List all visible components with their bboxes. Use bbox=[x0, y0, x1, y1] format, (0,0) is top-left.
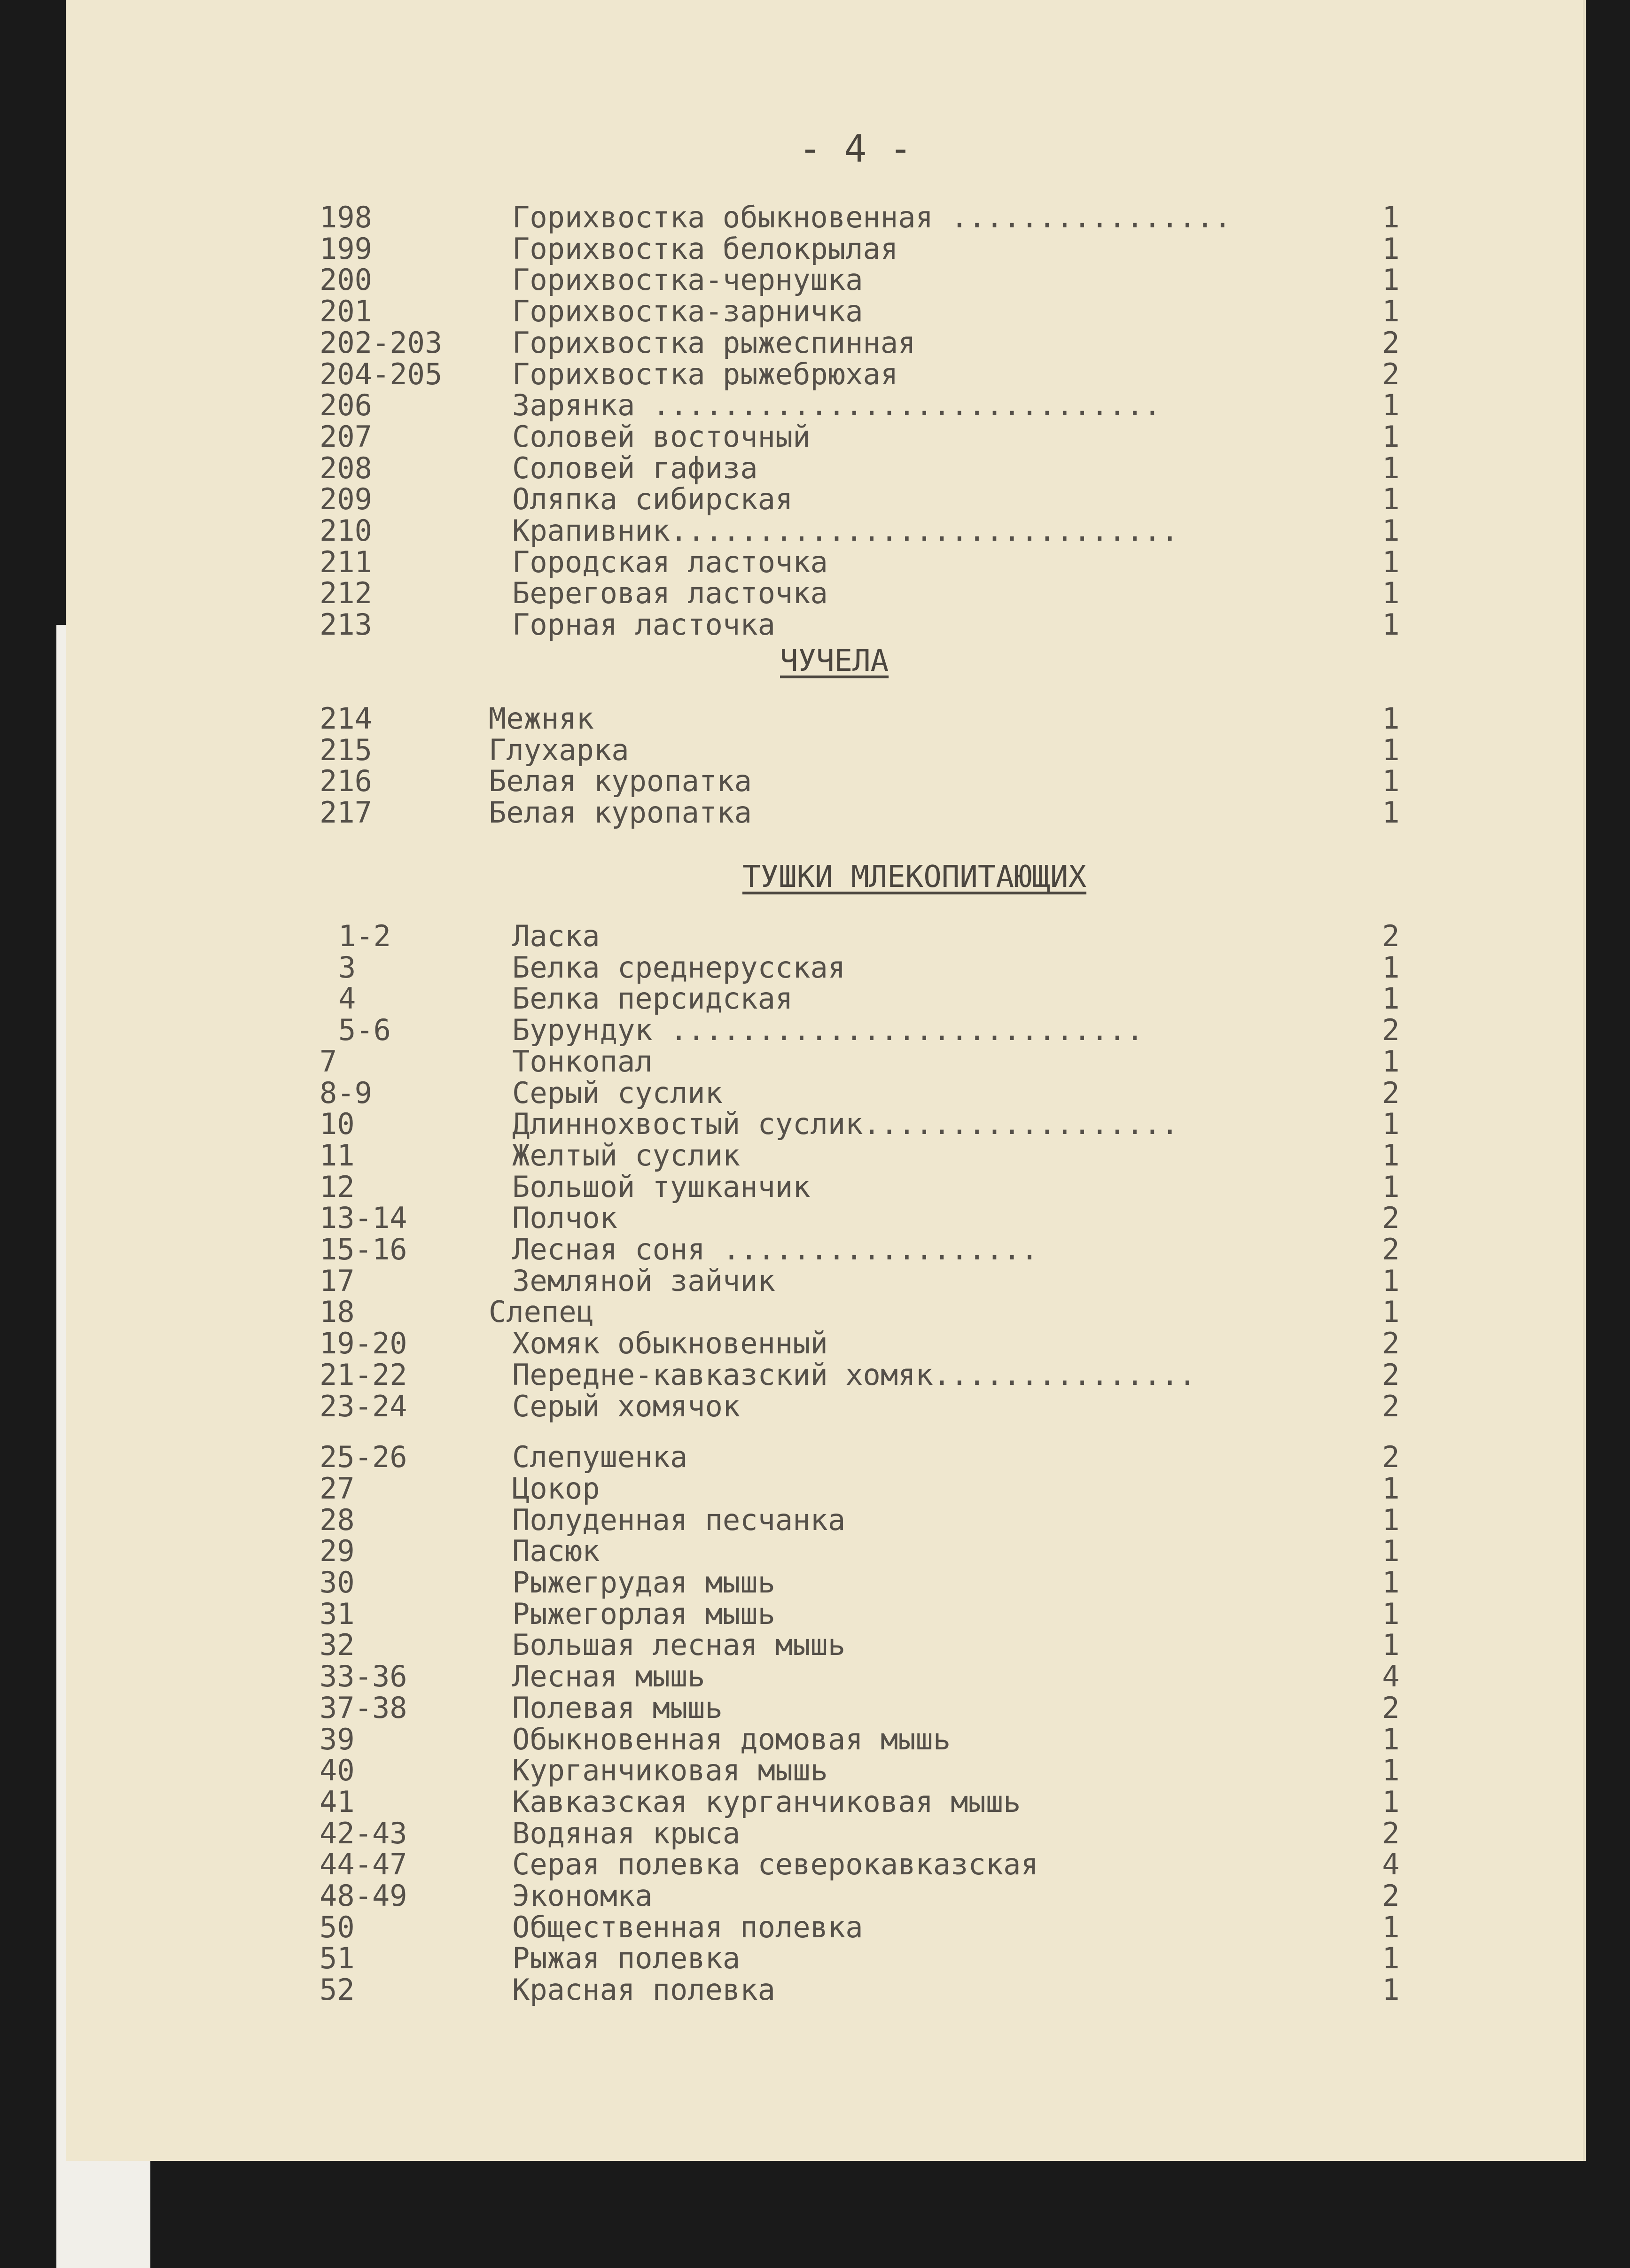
species-name: Цокор bbox=[512, 1471, 600, 1506]
item-number: 11 bbox=[320, 1138, 355, 1173]
species-name: Хомяк обыкновенный bbox=[512, 1326, 828, 1361]
list-item bbox=[66, 1109, 1583, 1140]
item-number: 216 bbox=[320, 764, 372, 799]
species-name: Полевая мышь bbox=[512, 1690, 723, 1725]
species-name: Слепец bbox=[489, 1295, 594, 1329]
list-item bbox=[66, 1046, 1583, 1077]
item-count: 2 bbox=[1382, 1816, 1400, 1850]
item-number: 15-16 bbox=[320, 1232, 407, 1266]
species-name: Водяная крыса bbox=[512, 1816, 741, 1850]
species-name: Оляпка сибирская bbox=[512, 482, 793, 517]
item-count: 1 bbox=[1382, 1565, 1400, 1600]
item-count: 1 bbox=[1382, 1534, 1400, 1569]
item-count: 1 bbox=[1382, 1784, 1400, 1819]
species-name: Лесная мышь bbox=[512, 1659, 705, 1694]
item-number: 207 bbox=[320, 419, 372, 454]
item-count: 1 bbox=[1382, 231, 1400, 266]
item-count: 1 bbox=[1382, 701, 1400, 736]
item-count: 1 bbox=[1382, 1295, 1400, 1329]
item-number: 29 bbox=[320, 1534, 355, 1569]
list-item bbox=[66, 1169, 1583, 1204]
item-count: 1 bbox=[1382, 294, 1400, 329]
item-number: 202-203 bbox=[320, 325, 443, 360]
item-number: 41 bbox=[320, 1784, 355, 1819]
item-number: 211 bbox=[320, 544, 372, 579]
item-count: 1 bbox=[1382, 1138, 1400, 1173]
item-number: 199 bbox=[320, 231, 372, 266]
item-number: 213 bbox=[320, 607, 372, 642]
item-number: 25-26 bbox=[320, 1440, 407, 1475]
list-item bbox=[66, 952, 1583, 983]
section-heading: ЧУЧЕЛА bbox=[780, 644, 889, 678]
item-count: 1 bbox=[1382, 981, 1400, 1016]
item-count: 1 bbox=[1382, 513, 1400, 548]
item-count: 1 bbox=[1382, 1941, 1400, 1976]
list-item bbox=[66, 1502, 1583, 1537]
item-number: 42-43 bbox=[320, 1816, 407, 1850]
item-number: 40 bbox=[320, 1753, 355, 1788]
species-name: Рыжегрудая мышь bbox=[512, 1565, 775, 1600]
species-name: Желтый суслик bbox=[512, 1138, 741, 1173]
species-name: Зарянка ............................. bbox=[512, 388, 1162, 423]
list-item bbox=[66, 1536, 1583, 1567]
item-count: 2 bbox=[1382, 919, 1400, 953]
list-item bbox=[66, 766, 1583, 797]
list-item bbox=[66, 359, 1583, 390]
item-count: 1 bbox=[1382, 1628, 1400, 1662]
list-item bbox=[66, 1140, 1583, 1171]
item-number: 23-24 bbox=[320, 1389, 407, 1423]
species-name: Полуденная песчанка bbox=[512, 1502, 846, 1537]
species-name: Пасюк bbox=[512, 1534, 600, 1569]
item-number: 51 bbox=[320, 1941, 355, 1976]
item-count: 1 bbox=[1382, 544, 1400, 579]
item-number: 44-47 bbox=[320, 1847, 407, 1882]
item-count: 1 bbox=[1382, 1753, 1400, 1788]
item-number: 13-14 bbox=[320, 1201, 407, 1235]
item-number: 37-38 bbox=[320, 1690, 407, 1725]
list-item bbox=[66, 390, 1583, 421]
list-item bbox=[66, 1297, 1583, 1328]
species-name: Экономка bbox=[512, 1879, 653, 1913]
species-name: Земляной зайчик bbox=[512, 1263, 775, 1298]
list-item bbox=[66, 450, 1583, 485]
item-count: 2 bbox=[1382, 1357, 1400, 1392]
species-name: Горихвостка-чернушка bbox=[512, 263, 863, 297]
item-number: 33-36 bbox=[320, 1659, 407, 1694]
species-name: Лесная соня .................. bbox=[512, 1232, 1038, 1266]
item-count: 1 bbox=[1382, 1722, 1400, 1756]
item-number: 30 bbox=[320, 1565, 355, 1600]
species-name: Тонкопал bbox=[512, 1044, 653, 1079]
item-count: 1 bbox=[1382, 1107, 1400, 1142]
item-count: 1 bbox=[1382, 263, 1400, 297]
list-item bbox=[66, 1786, 1583, 1818]
list-item bbox=[66, 1880, 1583, 1911]
item-number: 21-22 bbox=[320, 1357, 407, 1392]
item-number: 200 bbox=[320, 263, 372, 297]
species-name: Обыкновенная домовая мышь bbox=[512, 1722, 951, 1756]
list-item bbox=[66, 921, 1583, 952]
page-number: - 4 - bbox=[799, 127, 912, 171]
item-count: 1 bbox=[1382, 795, 1400, 830]
species-name: Рыжая полевка bbox=[512, 1941, 741, 1976]
item-count: 4 bbox=[1382, 1659, 1400, 1694]
list-item bbox=[66, 327, 1583, 358]
item-count: 2 bbox=[1382, 325, 1400, 360]
item-number: 206 bbox=[320, 388, 372, 423]
species-name: Большая лесная мышь bbox=[512, 1628, 846, 1662]
list-item bbox=[66, 1234, 1583, 1265]
species-name: Горихвостка рыжеспинная bbox=[512, 325, 916, 360]
item-number: 28 bbox=[320, 1502, 355, 1537]
item-count: 1 bbox=[1382, 1044, 1400, 1079]
list-item bbox=[66, 1849, 1583, 1880]
list-item bbox=[66, 544, 1583, 579]
item-number: 39 bbox=[320, 1722, 355, 1756]
species-name: Кавказская курганчиковая мышь bbox=[512, 1784, 1021, 1819]
list-item bbox=[66, 1690, 1583, 1725]
item-number: 4 bbox=[338, 981, 356, 1016]
species-name: Ласка bbox=[512, 919, 600, 953]
species-name: Рыжегорлая мышь bbox=[512, 1596, 775, 1631]
item-number: 50 bbox=[320, 1910, 355, 1944]
item-count: 2 bbox=[1382, 1440, 1400, 1475]
species-name: Горихвостка рыжебрюхая bbox=[512, 357, 898, 391]
list-item bbox=[66, 1203, 1583, 1234]
list-item bbox=[66, 1442, 1583, 1473]
item-number: 18 bbox=[320, 1295, 355, 1329]
list-item bbox=[66, 983, 1583, 1014]
item-count: 2 bbox=[1382, 1201, 1400, 1235]
item-count: 2 bbox=[1382, 1879, 1400, 1913]
list-item bbox=[66, 1630, 1583, 1661]
species-name: Серый суслик bbox=[512, 1075, 723, 1110]
species-name: Белая куропатка bbox=[489, 764, 752, 799]
document-page bbox=[66, 0, 1583, 2161]
section-heading: ТУШКИ МЛЕКОПИТАЮЩИХ bbox=[742, 860, 1087, 894]
item-number: 5-6 bbox=[338, 1013, 391, 1048]
item-number: 215 bbox=[320, 732, 372, 767]
item-number: 204-205 bbox=[320, 357, 443, 391]
species-name: Общественная полевка bbox=[512, 1910, 863, 1944]
item-number: 19-20 bbox=[320, 1326, 407, 1361]
item-number: 10 bbox=[320, 1107, 355, 1142]
species-name: Крапивник............................. bbox=[512, 513, 1179, 548]
item-count: 1 bbox=[1382, 450, 1400, 485]
species-name: Слепушенка bbox=[512, 1440, 688, 1475]
species-name: Межняк bbox=[489, 701, 594, 736]
item-number: 201 bbox=[320, 294, 372, 329]
item-number: 12 bbox=[320, 1169, 355, 1204]
list-item bbox=[66, 1567, 1583, 1598]
list-item bbox=[66, 264, 1583, 295]
species-name: Соловей восточный bbox=[512, 419, 811, 454]
list-item bbox=[66, 233, 1583, 264]
list-item bbox=[66, 1473, 1583, 1504]
item-count: 1 bbox=[1382, 764, 1400, 799]
item-count: 1 bbox=[1382, 1502, 1400, 1537]
item-count: 1 bbox=[1382, 1471, 1400, 1506]
item-number: 212 bbox=[320, 576, 372, 611]
item-count: 1 bbox=[1382, 607, 1400, 642]
item-number: 52 bbox=[320, 1973, 355, 2007]
item-count: 1 bbox=[1382, 1973, 1400, 2007]
item-count: 1 bbox=[1382, 1596, 1400, 1631]
item-number: 3 bbox=[338, 950, 356, 985]
item-count: 1 bbox=[1382, 419, 1400, 454]
species-name: Белка среднерусская bbox=[512, 950, 846, 985]
item-count: 1 bbox=[1382, 482, 1400, 517]
list-item bbox=[66, 1263, 1583, 1298]
item-count: 1 bbox=[1382, 1910, 1400, 1944]
species-name: Передне-кавказский хомяк............... bbox=[512, 1357, 1196, 1392]
species-name: Белая куропатка bbox=[489, 795, 752, 830]
species-name: Полчок bbox=[512, 1201, 617, 1235]
list-item bbox=[66, 484, 1583, 515]
species-name: Серый хомячок bbox=[512, 1389, 741, 1423]
item-count: 2 bbox=[1382, 1013, 1400, 1048]
item-number: 217 bbox=[320, 795, 372, 830]
species-name: Красная полевка bbox=[512, 1973, 775, 2007]
species-name: Серая полевка северокавказская bbox=[512, 1847, 1038, 1882]
list-item bbox=[66, 1328, 1583, 1359]
list-item bbox=[66, 1075, 1583, 1110]
list-item bbox=[66, 732, 1583, 767]
species-name: Горихвостка белокрылая bbox=[512, 231, 898, 266]
item-count: 1 bbox=[1382, 1169, 1400, 1204]
list-item bbox=[66, 1943, 1583, 1974]
item-count: 1 bbox=[1382, 388, 1400, 423]
item-count: 1 bbox=[1382, 732, 1400, 767]
list-item bbox=[66, 609, 1583, 640]
item-number: 8-9 bbox=[320, 1075, 372, 1110]
item-count: 1 bbox=[1382, 576, 1400, 611]
list-item bbox=[66, 703, 1583, 734]
species-name: Глухарка bbox=[489, 732, 629, 767]
list-item bbox=[66, 1661, 1583, 1692]
item-number: 214 bbox=[320, 701, 372, 736]
item-number: 17 bbox=[320, 1263, 355, 1298]
item-count: 2 bbox=[1382, 1326, 1400, 1361]
list-item bbox=[66, 1912, 1583, 1943]
item-number: 209 bbox=[320, 482, 372, 517]
item-number: 31 bbox=[320, 1596, 355, 1631]
list-item bbox=[66, 202, 1583, 233]
item-count: 2 bbox=[1382, 1075, 1400, 1110]
list-item bbox=[66, 1724, 1583, 1755]
item-count: 1 bbox=[1382, 1263, 1400, 1298]
list-item bbox=[66, 1359, 1583, 1390]
list-item bbox=[66, 1391, 1583, 1422]
item-count: 4 bbox=[1382, 1847, 1400, 1882]
list-item bbox=[66, 1974, 1583, 2005]
item-count: 2 bbox=[1382, 1389, 1400, 1423]
list-item bbox=[66, 1596, 1583, 1631]
species-name: Горная ласточка bbox=[512, 607, 775, 642]
item-count: 1 bbox=[1382, 200, 1400, 234]
item-count: 2 bbox=[1382, 357, 1400, 391]
item-count: 1 bbox=[1382, 950, 1400, 985]
item-number: 7 bbox=[320, 1044, 337, 1079]
list-item bbox=[66, 515, 1583, 546]
list-item bbox=[66, 1755, 1583, 1786]
item-number: 48-49 bbox=[320, 1879, 407, 1913]
list-item bbox=[66, 578, 1583, 609]
species-name: Соловей гафиза bbox=[512, 450, 758, 485]
species-name: Горихвостка-зарничка bbox=[512, 294, 863, 329]
list-item bbox=[66, 1015, 1583, 1046]
item-count: 2 bbox=[1382, 1232, 1400, 1266]
species-name: Городская ласточка bbox=[512, 544, 828, 579]
item-number: 27 bbox=[320, 1471, 355, 1506]
item-number: 210 bbox=[320, 513, 372, 548]
item-number: 1-2 bbox=[338, 919, 391, 953]
item-number: 32 bbox=[320, 1628, 355, 1662]
species-name: Длиннохвостый суслик.................. bbox=[512, 1107, 1179, 1142]
item-count: 2 bbox=[1382, 1690, 1400, 1725]
species-name: Горихвостка обыкновенная ................ bbox=[512, 200, 1232, 234]
item-number: 208 bbox=[320, 450, 372, 485]
species-name: Белка персидская bbox=[512, 981, 793, 1016]
item-number: 198 bbox=[320, 200, 372, 234]
list-item bbox=[66, 797, 1583, 828]
species-name: Большой тушканчик bbox=[512, 1169, 811, 1204]
list-item bbox=[66, 421, 1583, 452]
species-name: Береговая ласточка bbox=[512, 576, 828, 611]
species-name: Бурундук ........................... bbox=[512, 1013, 1144, 1048]
list-item bbox=[66, 296, 1583, 327]
list-item bbox=[66, 1818, 1583, 1849]
species-name: Курганчиковая мышь bbox=[512, 1753, 828, 1788]
